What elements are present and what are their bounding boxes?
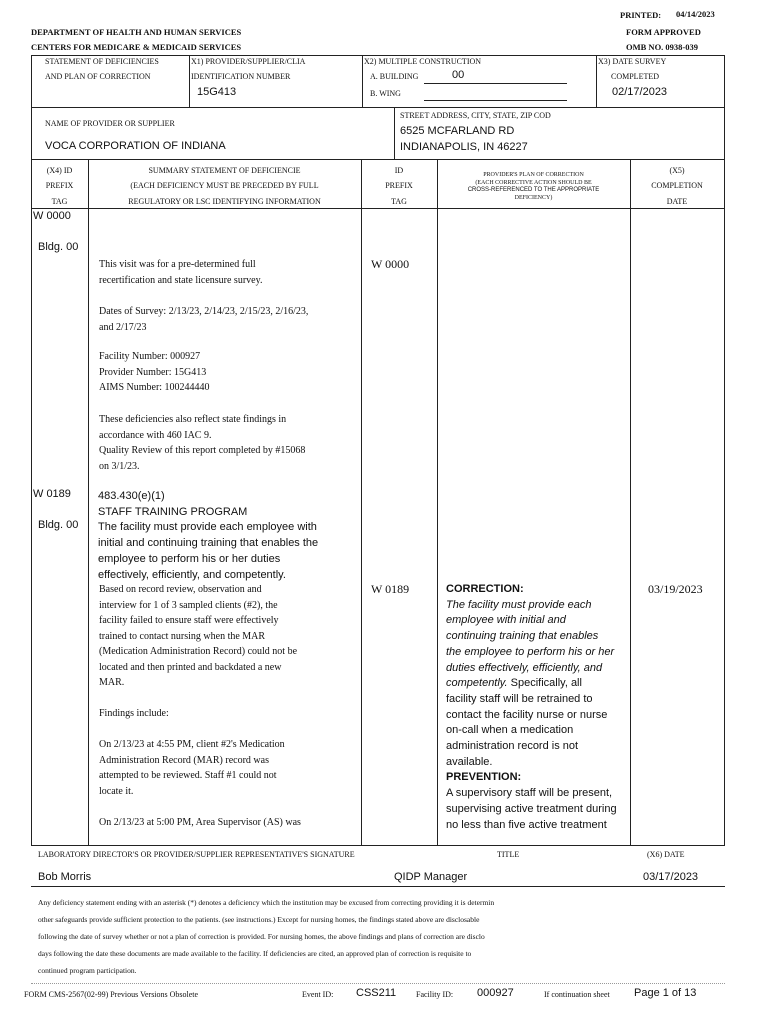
department-name: DEPARTMENT OF HEALTH AND HUMAN SERVICES [31, 27, 242, 37]
centers-name: CENTERS FOR MEDICARE & MEDICAID SERVICES [31, 42, 242, 52]
finding-detail-1: On 2/13/23 at 4:55 PM, client #2's Medication Administration Record (MAR) record was attempted to be reviewed. Staff #1 could not locate it. [99, 739, 285, 797]
provider-id-value: 15G413 [197, 86, 237, 98]
id-header-1: ID [394, 166, 404, 175]
x3-label-1: X3) DATE SURVEY [598, 57, 667, 66]
x4-header-3: TAG [51, 197, 68, 206]
finding-detail-2: On 2/13/23 at 5:00 PM, Area Supervisor (AS) was [99, 817, 301, 828]
state-findings-note: These deficiencies also reflect state findings in accordance with 460 IAC 9. Quality Review of this report completed by #15068 on 3/1/23. [99, 414, 306, 472]
correction-label: CORRECTION: [446, 583, 524, 595]
printed-date: 04/14/2023 [676, 9, 715, 19]
plan-header-1: PROVIDER'S PLAN OF CORRECTION [483, 172, 584, 178]
address-line-1: 6525 MCFARLAND RD [400, 125, 515, 137]
continuation-label: If continuation sheet [544, 990, 610, 999]
summary-paragraph-1: This visit was for a pre-determined full recertification and state licensure survey. [99, 259, 263, 286]
plan-header-2: (EACH CORRECTIVE ACTION SHOULD BE [475, 180, 592, 186]
summary-header-1: SUMMARY STATEMENT OF DEFICIENCIE [148, 166, 301, 175]
x3-label-2: COMPLETED [611, 72, 659, 81]
x1-label-2: IDENTIFICATION NUMBER [191, 72, 291, 81]
frame-right [724, 55, 725, 845]
findings-include: Findings include: [99, 708, 169, 719]
prevention-label: PREVENTION: [446, 771, 522, 784]
form-approved: FORM APPROVED [626, 27, 701, 37]
x2-label: X2) MULTIPLE CONSTRUCTION [364, 57, 482, 66]
x4-header-1: (X4) ID [46, 166, 73, 175]
id-header-3: TAG [391, 197, 407, 206]
signer-name: Bob Morris [38, 871, 92, 883]
regulation-block: 483.430(e)(1) STAFF TRAINING PROGRAM The facility must provide each employee with initial and continuing training that enables the employee to perform his or her duties effectively, efficiently, and competently. [98, 490, 319, 581]
survey-dates: Dates of Survey: 2/13/23, 2/14/23, 2/15/23, 2/16/23, and 2/17/23 [99, 306, 309, 333]
facility-id-value: 000927 [477, 987, 514, 999]
plan-header-4: DEFICIENCY) [514, 195, 553, 201]
x5-header-1: (X5) [669, 166, 685, 175]
x4-header-2: PREFIX [45, 181, 74, 190]
omb-number: OMB NO. 0938-039 [626, 42, 699, 52]
address-label: STREET ADDRESS, CITY, STATE, ZIP COD [400, 111, 551, 120]
id-header-2: PREFIX [385, 181, 413, 190]
facility-ids: Facility Number: 000927 Provider Number: 15G413 AIMS Number: 100244440 [99, 351, 210, 393]
x1-label-1: X1) PROVIDER/SUPPLIER/CLIA [191, 57, 306, 66]
wing-label: B. WING [370, 89, 401, 98]
disclaimer: Any deficiency statement ending with an asterisk (*) denotes a deficiency which the institution may be excused from correcting providing it is determin other safeguards provide sufficient protection to the patients. (see instructions.) Except for nursing homes, the findings stated above are disclosable following the date of survey whether or not a plan of correction is provided. For nursing homes, the above findings and plans of correction are disclo days following the date these documents are made available to the facility. If deficiencies are cited, an approved plan of correction is requisite to continued program participation. [38, 898, 495, 975]
signer-title: QIDP Manager [394, 871, 468, 883]
bldg-label-1: Bldg. 00 [38, 241, 79, 253]
summary-header-2: (EACH DEFICIENCY MUST BE PRECEDED BY FULL [130, 181, 319, 190]
col-divider-2 [361, 159, 362, 845]
provider-name-label: NAME OF PROVIDER OR SUPPLIER [45, 119, 175, 128]
event-id-value: CSS211 [356, 987, 397, 999]
bldg-label-2: Bldg. 00 [38, 519, 79, 531]
title-label: TITLE [497, 850, 520, 859]
x5-header-3: DATE [666, 197, 688, 206]
id-tag-w0189: W 0189 [371, 582, 410, 596]
signature-date: 03/17/2023 [643, 871, 699, 883]
plan-of-correction: CORRECTION: The facility must provide each employee with initial and continuing training that enables the employee to perform his or her duties effectively, efficiently, and competently. Specifically, all facility staff will be retrained to contact the facility nurse or nurse on-call when a medication administration record is not available. PREVENTION: A supervisory staff will be present, supervising active treatment during no less than five active treatment [446, 582, 628, 833]
survey-completed-date: 02/17/2023 [612, 86, 668, 98]
frame-top [31, 55, 724, 56]
signature-label: LABORATORY DIRECTOR'S OR PROVIDER/SUPPLIER REPRESENTATIVE'S SIGNATURE [38, 850, 355, 859]
col-divider-1 [88, 159, 89, 845]
statement-label-1: STATEMENT OF DEFICIENCIES [45, 57, 159, 66]
regulation-title: STAFF TRAINING PROGRAM [98, 505, 248, 518]
building-value: 00 [452, 69, 465, 81]
x5-header-2: COMPLETION [651, 181, 703, 190]
printed-label: PRINTED: [620, 10, 662, 20]
summary-header-3: REGULATORY OR LSC IDENTIFYING INFORMATION [128, 197, 321, 206]
building-label: A. BUILDING [370, 72, 419, 81]
event-id-label: Event ID: [302, 990, 334, 999]
col-divider-4 [630, 159, 631, 845]
plan-header-3: CROSS-REFERENCED TO THE APPROPRIATE [467, 187, 600, 193]
facility-id-label: Facility ID: [416, 990, 454, 999]
date-label: (X6) DATE [647, 850, 685, 859]
regulation-code: 483.430(e)(1) [98, 490, 165, 502]
completion-date: 03/19/2023 [648, 582, 703, 596]
statement-label-2: AND PLAN OF CORRECTION [45, 72, 151, 81]
col-divider-3 [437, 159, 438, 845]
page-number: Page 1 of 13 [634, 987, 697, 999]
address-line-2: INDIANAPOLIS, IN 46227 [400, 141, 528, 153]
footer-divider [31, 983, 725, 984]
finding-summary: Based on record review, observation and interview for 1 of 3 sampled clients (#2), the facility failed to ensure staff were effectively trained to contact nursing when the MAR (Medication Administration Record) could not be located and then printed and backdated a new MAR. [99, 584, 298, 688]
id-tag-w0000: W 0000 [371, 257, 410, 271]
form-number: FORM CMS-2567(02-99) Previous Versions Obsolete [24, 990, 199, 999]
tag-w0189: W 0189 [33, 488, 71, 500]
frame-bottom [31, 845, 725, 846]
provider-name-value: VOCA CORPORATION OF INDIANA [45, 140, 226, 152]
tag-w0000: W 0000 [33, 210, 71, 222]
